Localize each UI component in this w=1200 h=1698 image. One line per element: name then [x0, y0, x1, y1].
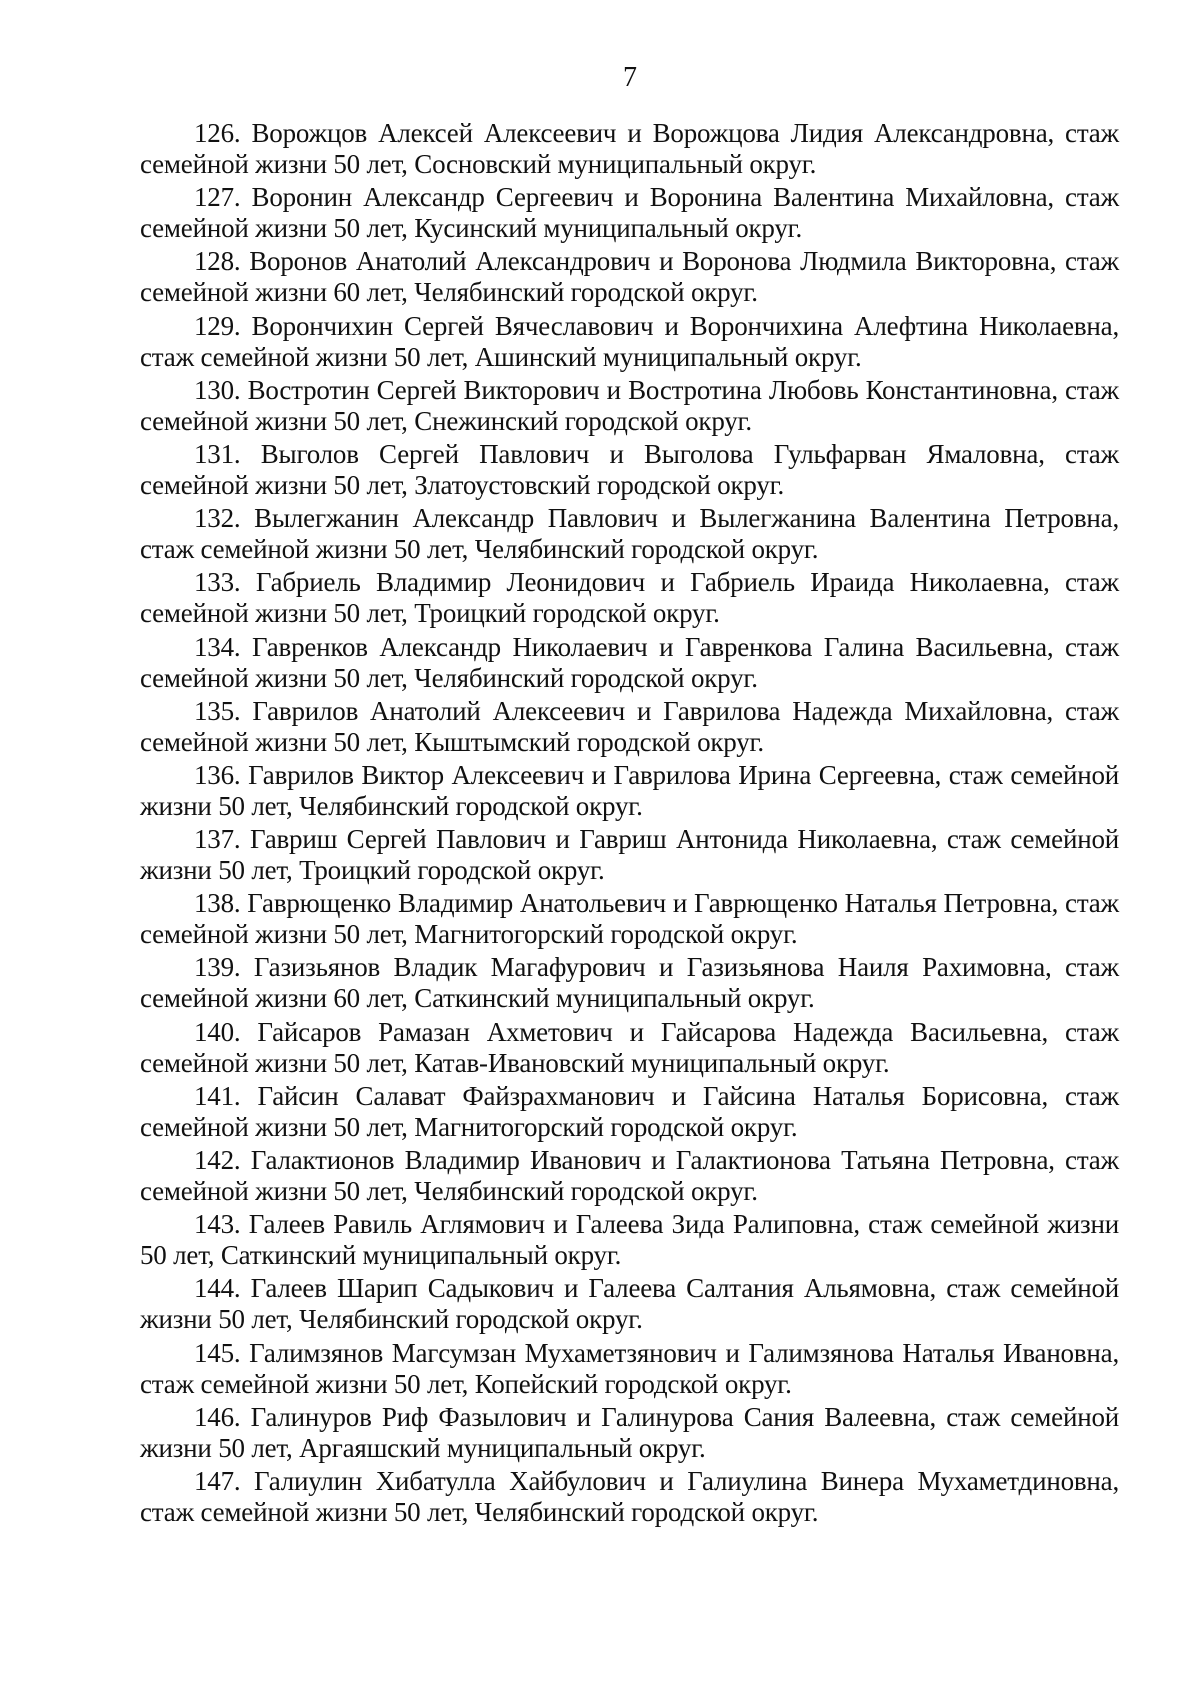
- list-item: 130. Востротин Сергей Викторович и Востротина Любовь Константиновна, стаж семейной жизни 50 лет, Снежинский городской округ.: [140, 374, 1119, 436]
- list-item: 136. Гаврилов Виктор Алексеевич и Гаврилова Ирина Сергеевна, стаж семейной жизни 50 лет, Челябинский городской округ.: [140, 759, 1119, 821]
- entry-list: [140, 118, 1119, 1530]
- list-item: 127. Воронин Александр Сергеевич и Воронина Валентина Михайловна, стаж семейной жизни 50 лет, Кусинский муниципальный округ.: [140, 182, 1119, 244]
- list-item: 142. Галактионов Владимир Иванович и Галактионова Татьяна Петровна, стаж семейной жизни 50 лет, Челябинский городской округ.: [140, 1145, 1119, 1206]
- list-item: 138. Гаврющенко Владимир Анатольевич и Гаврющенко Наталья Петровна, стаж семейной жизни 50 лет, Магнитогорский городской округ.: [140, 888, 1119, 950]
- page-number: 7: [623, 62, 637, 93]
- list-item: 147. Галиулин Хибатулла Хайбулович и Галиулина Винера Мухаметдиновна, стаж семейной жизни 50 лет, Челябинский городской округ.: [140, 1465, 1119, 1527]
- list-item: 134. Гавренков Александр Николаевич и Гавренкова Галина Васильевна, стаж семейной жизни 50 лет, Челябинский городской округ.: [140, 631, 1119, 693]
- list-item: 145. Галимзянов Магсумзан Мухаметзянович и Галимзянова Наталья Ивановна, стаж семейной жизни 50 лет, Копейский городской округ.: [140, 1337, 1119, 1399]
- list-item: 129. Ворончихин Сергей Вячеславович и Ворончихина Алефтина Николаевна, стаж семейной жизни 50 лет, Ашинский муниципальный округ.: [140, 310, 1119, 372]
- list-item: 141. Гайсин Салават Файзрахманович и Гайсина Наталья Борисовна, стаж семейной жизни 50 лет, Магнитогорский городской округ.: [140, 1080, 1119, 1142]
- list-item: 128. Воронов Анатолий Александрович и Воронова Людмила Викторовна, стаж семейной жизни 60 лет, Челябинский городской округ.: [140, 246, 1119, 308]
- list-item: 146. Галинуров Риф Фазылович и Галинурова Сания Валеевна, стаж семейной жизни 50 лет, Аргаяшский муниципальный округ.: [140, 1401, 1119, 1463]
- list-item: 137. Гавриш Сергей Павлович и Гавриш Антонида Николаевна, стаж семейной жизни 50 лет, Троицкий городской округ.: [140, 824, 1119, 886]
- list-item: 135. Гаврилов Анатолий Алексеевич и Гаврилова Надежда Михайловна, стаж семейной жизни 50 лет, Кыштымский городской округ.: [140, 695, 1119, 757]
- list-item: 143. Галеев Равиль Аглямович и Галеева Зида Ралиповна, стаж семейной жизни 50 лет, Саткинский муниципальный округ.: [140, 1209, 1119, 1271]
- list-item: 132. Вылегжанин Александр Павлович и Вылегжанина Валентина Петровна, стаж семейной жизни 50 лет, Челябинский городской округ.: [140, 503, 1119, 565]
- list-item: 139. Газизьянов Владик Магафурович и Газизьянова Наиля Рахимовна, стаж семейной жизни 60 лет, Саткинский муниципальный округ.: [140, 952, 1119, 1014]
- list-item: 144. Галеев Шарип Садыкович и Галеева Салтания Альямовна, стаж семейной жизни 50 лет, Челябинский городской округ.: [140, 1273, 1119, 1335]
- list-item: 133. Габриель Владимир Леонидович и Габриель Ираида Николаевна, стаж семейной жизни 50 лет, Троицкий городской округ.: [140, 567, 1119, 629]
- list-item: 131. Выголов Сергей Павлович и Выголова Гульфарван Ямаловна, стаж семейной жизни 50 лет, Златоустовский городской округ.: [140, 438, 1119, 500]
- list-item: 140. Гайсаров Рамазан Ахметович и Гайсарова Надежда Васильевна, стаж семейной жизни 50 лет, Катав-Ивановский муниципальный округ.: [140, 1016, 1119, 1078]
- list-item: 126. Ворожцов Алексей Алексеевич и Ворожцова Лидия Александровна, стаж семейной жизни 50 лет, Сосновский муниципальный округ.: [140, 118, 1119, 179]
